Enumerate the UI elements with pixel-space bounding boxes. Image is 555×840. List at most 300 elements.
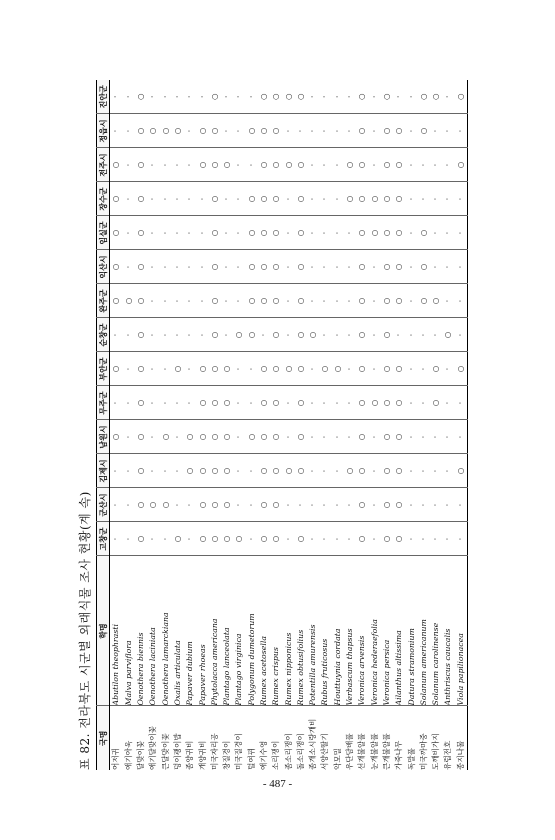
- occurrence-cell: ·: [369, 114, 381, 148]
- occurrence-cell: ○: [319, 352, 331, 386]
- occurrence-cell: ·: [442, 216, 454, 250]
- header-korean-name: 국명: [97, 706, 110, 770]
- occurrence-cell: ·: [332, 216, 344, 250]
- occurrence-cell: ·: [442, 182, 454, 216]
- occurrence-cell: ·: [282, 284, 294, 318]
- occurrence-cell: ○: [110, 250, 123, 284]
- occurrence-cell: ○: [233, 318, 245, 352]
- occurrence-cell: ·: [184, 182, 196, 216]
- occurrence-cell: ○: [282, 454, 294, 488]
- table-body: [110, 80, 468, 770]
- occurrence-cell: ·: [282, 386, 294, 420]
- occurrence-cell: ○: [393, 284, 405, 318]
- occurrence-cell: ○: [356, 386, 368, 420]
- occurrence-cell: ·: [307, 386, 319, 420]
- occurrence-cell: ·: [442, 386, 454, 420]
- occurrence-cell: ·: [233, 488, 245, 522]
- occurrence-cell: ○: [295, 80, 307, 114]
- occurrence-cell: ·: [393, 80, 405, 114]
- occurrence-cell: ·: [221, 318, 233, 352]
- occurrence-cell: ○: [344, 182, 356, 216]
- occurrence-cell: ·: [418, 454, 430, 488]
- korean-name-cell: 애기달맞이꽃: [148, 725, 158, 770]
- scientific-name-cell: Malva parviflora: [123, 556, 135, 706]
- occurrence-cell: ·: [455, 114, 468, 148]
- occurrence-cell: ○: [381, 488, 393, 522]
- occurrence-cell: ○: [246, 318, 258, 352]
- occurrence-cell: ·: [172, 250, 184, 284]
- occurrence-cell: ·: [147, 420, 159, 454]
- occurrence-cell: ·: [344, 250, 356, 284]
- occurrence-cell: ·: [159, 454, 171, 488]
- occurrence-cell: ·: [319, 284, 331, 318]
- header-county: 완주군: [97, 284, 110, 318]
- occurrence-cell: ·: [418, 318, 430, 352]
- header-county: 전주시: [97, 148, 110, 182]
- scientific-name-cell: Plantago lanceolata: [221, 556, 233, 706]
- occurrence-cell: ·: [319, 148, 331, 182]
- table-row: [270, 80, 282, 770]
- occurrence-cell: ·: [418, 488, 430, 522]
- occurrence-cell: ·: [221, 80, 233, 114]
- occurrence-cell: ○: [270, 522, 282, 556]
- occurrence-cell: ○: [258, 80, 270, 114]
- occurrence-cell: ○: [282, 80, 294, 114]
- occurrence-cell: ·: [307, 80, 319, 114]
- occurrence-cell: ·: [233, 284, 245, 318]
- occurrence-cell: ○: [258, 148, 270, 182]
- occurrence-cell: ○: [393, 386, 405, 420]
- table-row: [135, 80, 147, 770]
- occurrence-cell: ·: [295, 488, 307, 522]
- table-row: [282, 80, 294, 770]
- table-row: [430, 80, 442, 770]
- scientific-name-cell: Polygonum dumetorum: [246, 556, 258, 706]
- occurrence-cell: ·: [233, 352, 245, 386]
- scientific-name-cell: Papaver dubium: [184, 556, 196, 706]
- scientific-name-cell: Oenothera lamarckiana: [159, 556, 171, 706]
- occurrence-cell: ·: [418, 148, 430, 182]
- occurrence-cell: ○: [110, 352, 123, 386]
- occurrence-cell: ○: [270, 148, 282, 182]
- occurrence-cell: ·: [147, 352, 159, 386]
- occurrence-cell: ○: [258, 488, 270, 522]
- occurrence-cell: ·: [258, 318, 270, 352]
- occurrence-cell: ·: [123, 216, 135, 250]
- occurrence-cell: ○: [430, 284, 442, 318]
- occurrence-cell: ○: [172, 352, 184, 386]
- occurrence-cell: ·: [332, 386, 344, 420]
- occurrence-cell: ·: [147, 250, 159, 284]
- korean-name-cell: 미국까마중: [418, 733, 428, 770]
- occurrence-cell: ·: [246, 522, 258, 556]
- occurrence-cell: ·: [405, 216, 417, 250]
- occurrence-cell: ○: [221, 148, 233, 182]
- occurrence-cell: ○: [270, 454, 282, 488]
- occurrence-cell: ·: [246, 352, 258, 386]
- occurrence-cell: ·: [123, 148, 135, 182]
- occurrence-cell: ○: [221, 522, 233, 556]
- occurrence-cell: ·: [319, 216, 331, 250]
- table-row: [455, 80, 468, 770]
- scientific-name-cell: Oxalis articulata: [172, 556, 184, 706]
- occurrence-cell: ·: [405, 420, 417, 454]
- header-county: 고창군: [97, 522, 110, 556]
- occurrence-cell: ·: [418, 386, 430, 420]
- occurrence-cell: ○: [344, 454, 356, 488]
- occurrence-cell: ·: [282, 114, 294, 148]
- occurrence-cell: ·: [455, 284, 468, 318]
- occurrence-cell: ○: [110, 420, 123, 454]
- occurrence-cell: ○: [184, 454, 196, 488]
- scientific-name-cell: Rumex nipponicus: [282, 556, 294, 706]
- table-row: [233, 80, 245, 770]
- occurrence-cell: ·: [332, 250, 344, 284]
- occurrence-cell: ○: [455, 352, 468, 386]
- occurrence-cell: ·: [332, 318, 344, 352]
- occurrence-cell: ○: [221, 488, 233, 522]
- occurrence-cell: ·: [123, 454, 135, 488]
- occurrence-cell: ·: [369, 420, 381, 454]
- occurrence-cell: ○: [381, 182, 393, 216]
- occurrence-cell: ·: [307, 352, 319, 386]
- occurrence-cell: ·: [369, 80, 381, 114]
- occurrence-cell: ○: [393, 522, 405, 556]
- occurrence-cell: ·: [332, 522, 344, 556]
- occurrence-cell: ·: [430, 522, 442, 556]
- occurrence-cell: ○: [246, 284, 258, 318]
- occurrence-cell: ·: [246, 454, 258, 488]
- occurrence-cell: ·: [159, 80, 171, 114]
- occurrence-cell: ·: [405, 250, 417, 284]
- occurrence-cell: ○: [455, 80, 468, 114]
- occurrence-cell: ·: [233, 216, 245, 250]
- occurrence-cell: ○: [295, 182, 307, 216]
- occurrence-cell: ·: [430, 114, 442, 148]
- occurrence-cell: ·: [319, 386, 331, 420]
- scientific-name-cell: Rumex obtusifolius: [295, 556, 307, 706]
- scientific-name-cell: Houttuynia cordata: [332, 556, 344, 706]
- occurrence-cell: ·: [221, 114, 233, 148]
- occurrence-cell: ·: [123, 80, 135, 114]
- occurrence-cell: ·: [246, 148, 258, 182]
- occurrence-cell: ○: [381, 318, 393, 352]
- header-county: 장수군: [97, 182, 110, 216]
- korean-name-cell: 독말풀: [406, 747, 416, 770]
- header-scientific-name: 학명: [97, 556, 110, 706]
- scientific-name-cell: Rumex crispus: [270, 556, 282, 706]
- occurrence-cell: ○: [246, 114, 258, 148]
- occurrence-cell: ·: [405, 182, 417, 216]
- occurrence-cell: ·: [332, 80, 344, 114]
- korean-name-cell: 유럽전호: [443, 740, 453, 770]
- occurrence-cell: ·: [110, 80, 123, 114]
- occurrence-cell: ·: [418, 352, 430, 386]
- table-caption: 표 82. 전라북도 시군별 외래식물 조사 현황(계 속): [78, 491, 92, 770]
- occurrence-cell: ○: [356, 284, 368, 318]
- occurrence-cell: ○: [209, 454, 221, 488]
- occurrence-cell: ·: [110, 386, 123, 420]
- occurrence-cell: ○: [295, 148, 307, 182]
- occurrence-cell: ○: [209, 80, 221, 114]
- occurrence-cell: ○: [196, 114, 208, 148]
- korean-name-cell: 악모밀: [332, 747, 342, 770]
- occurrence-cell: ○: [356, 352, 368, 386]
- rotated-table-block: [76, 80, 486, 770]
- occurrence-cell: ·: [184, 488, 196, 522]
- korean-name-cell: 눈개불알풀: [369, 733, 379, 770]
- occurrence-cell: ○: [332, 352, 344, 386]
- occurrence-cell: ○: [369, 216, 381, 250]
- occurrence-cell: ·: [430, 250, 442, 284]
- table-row: [172, 80, 184, 770]
- table-row: [381, 80, 393, 770]
- occurrence-cell: ○: [393, 148, 405, 182]
- occurrence-cell: ○: [430, 352, 442, 386]
- occurrence-cell: ·: [369, 522, 381, 556]
- korean-name-cell: 좀양귀비: [185, 740, 195, 770]
- occurrence-cell: ·: [319, 488, 331, 522]
- occurrence-cell: ·: [159, 250, 171, 284]
- korean-name-cell: 소리쟁이: [271, 740, 281, 770]
- occurrence-cell: ·: [369, 352, 381, 386]
- occurrence-cell: ·: [430, 420, 442, 454]
- korean-name-cell: 돌소리쟁이: [295, 733, 305, 770]
- occurrence-cell: ·: [307, 488, 319, 522]
- korean-name-cell: 창질경이: [222, 740, 232, 770]
- occurrence-cell: ·: [246, 80, 258, 114]
- occurrence-cell: ○: [381, 80, 393, 114]
- occurrence-cell: ·: [319, 80, 331, 114]
- occurrence-cell: ○: [356, 420, 368, 454]
- occurrence-cell: ○: [356, 454, 368, 488]
- occurrence-cell: ·: [184, 284, 196, 318]
- occurrence-cell: ○: [209, 352, 221, 386]
- occurrence-cell: ○: [258, 386, 270, 420]
- occurrence-cell: ·: [196, 284, 208, 318]
- occurrence-cell: ·: [332, 454, 344, 488]
- occurrence-cell: ·: [147, 148, 159, 182]
- scientific-name-cell: Phytolacca americana: [209, 556, 221, 706]
- occurrence-cell: ○: [270, 182, 282, 216]
- table-row: [258, 80, 270, 770]
- occurrence-cell: ·: [405, 488, 417, 522]
- occurrence-cell: ·: [405, 522, 417, 556]
- occurrence-cell: ○: [258, 454, 270, 488]
- occurrence-cell: ○: [430, 386, 442, 420]
- occurrence-cell: ·: [233, 80, 245, 114]
- occurrence-cell: ○: [282, 352, 294, 386]
- occurrence-cell: ○: [209, 250, 221, 284]
- occurrence-cell: ○: [159, 420, 171, 454]
- occurrence-cell: ·: [123, 488, 135, 522]
- occurrence-cell: ·: [405, 80, 417, 114]
- scientific-name-cell: Veronica hederaefolia: [369, 556, 381, 706]
- occurrence-cell: ○: [110, 216, 123, 250]
- occurrence-cell: ·: [172, 216, 184, 250]
- occurrence-cell: ○: [221, 454, 233, 488]
- occurrence-cell: ·: [221, 182, 233, 216]
- occurrence-cell: ·: [369, 488, 381, 522]
- occurrence-cell: ·: [184, 114, 196, 148]
- occurrence-cell: ○: [270, 488, 282, 522]
- occurrence-cell: ·: [246, 488, 258, 522]
- occurrence-cell: ·: [123, 114, 135, 148]
- occurrence-cell: ·: [319, 250, 331, 284]
- occurrence-cell: ·: [455, 182, 468, 216]
- scientific-name-cell: Anthriscus caucalis: [442, 556, 454, 706]
- occurrence-cell: ·: [172, 488, 184, 522]
- table-row: [405, 80, 417, 770]
- occurrence-cell: ·: [442, 80, 454, 114]
- korean-name-cell: 서양산딸기: [320, 733, 330, 770]
- occurrence-cell: ○: [135, 284, 147, 318]
- occurrence-cell: ·: [172, 318, 184, 352]
- occurrence-cell: ·: [110, 114, 123, 148]
- occurrence-cell: ·: [369, 284, 381, 318]
- korean-name-cell: 애기아욱: [123, 740, 133, 770]
- occurrence-cell: ·: [221, 284, 233, 318]
- occurrence-cell: ○: [135, 352, 147, 386]
- occurrence-cell: ○: [246, 216, 258, 250]
- occurrence-cell: ·: [147, 80, 159, 114]
- occurrence-cell: ·: [110, 488, 123, 522]
- occurrence-cell: ○: [110, 182, 123, 216]
- occurrence-cell: ·: [430, 182, 442, 216]
- table-row: [221, 80, 233, 770]
- occurrence-cell: ○: [196, 386, 208, 420]
- occurrence-cell: ·: [369, 250, 381, 284]
- occurrence-cell: ○: [209, 420, 221, 454]
- occurrence-cell: ○: [442, 318, 454, 352]
- occurrence-cell: ·: [172, 386, 184, 420]
- occurrence-cell: ·: [184, 352, 196, 386]
- occurrence-cell: ○: [221, 352, 233, 386]
- korean-name-cell: 달맞이꽃: [136, 740, 146, 770]
- occurrence-cell: ○: [381, 420, 393, 454]
- occurrence-cell: ○: [270, 216, 282, 250]
- occurrence-cell: ·: [393, 318, 405, 352]
- korean-name-cell: 큰달맞이꽃: [160, 733, 170, 770]
- occurrence-cell: ·: [123, 318, 135, 352]
- table-row: [123, 80, 135, 770]
- occurrence-cell: ○: [135, 148, 147, 182]
- korean-name-cell: 종지나물: [455, 740, 465, 770]
- occurrence-cell: ○: [184, 420, 196, 454]
- occurrence-cell: ·: [405, 386, 417, 420]
- occurrence-cell: ○: [135, 250, 147, 284]
- occurrence-cell: ·: [307, 182, 319, 216]
- table-row: [418, 80, 430, 770]
- occurrence-cell: ○: [356, 522, 368, 556]
- occurrence-cell: ·: [455, 250, 468, 284]
- occurrence-cell: ○: [246, 420, 258, 454]
- occurrence-cell: ○: [344, 148, 356, 182]
- occurrence-cell: ·: [430, 148, 442, 182]
- occurrence-cell: ·: [123, 182, 135, 216]
- occurrence-cell: ·: [405, 148, 417, 182]
- occurrence-cell: ○: [221, 386, 233, 420]
- occurrence-cell: ○: [270, 386, 282, 420]
- occurrence-cell: ·: [123, 522, 135, 556]
- occurrence-cell: ○: [196, 352, 208, 386]
- scientific-name-cell: Oenothera laciniata: [147, 556, 159, 706]
- occurrence-cell: ○: [258, 182, 270, 216]
- occurrence-cell: ·: [196, 318, 208, 352]
- occurrence-cell: ○: [209, 148, 221, 182]
- occurrence-cell: ○: [356, 80, 368, 114]
- occurrence-cell: ○: [123, 284, 135, 318]
- occurrence-cell: ○: [258, 420, 270, 454]
- occurrence-cell: ·: [159, 522, 171, 556]
- occurrence-cell: ○: [418, 284, 430, 318]
- table-row: [184, 80, 196, 770]
- occurrence-cell: ○: [233, 522, 245, 556]
- scientific-name-cell: Solanum americanum: [418, 556, 430, 706]
- occurrence-cell: ·: [246, 386, 258, 420]
- occurrence-cell: ○: [209, 488, 221, 522]
- occurrence-cell: ○: [295, 454, 307, 488]
- occurrence-cell: ○: [393, 114, 405, 148]
- occurrence-cell: ·: [332, 182, 344, 216]
- occurrence-cell: ○: [295, 318, 307, 352]
- occurrence-cell: ○: [418, 216, 430, 250]
- occurrence-cell: ·: [442, 522, 454, 556]
- occurrence-cell: ○: [393, 488, 405, 522]
- occurrence-cell: ○: [135, 182, 147, 216]
- occurrence-cell: ·: [369, 148, 381, 182]
- occurrence-cell: ○: [430, 80, 442, 114]
- occurrence-cell: ·: [184, 148, 196, 182]
- occurrence-cell: ○: [135, 318, 147, 352]
- scientific-name-cell: Veronica arvensis: [356, 556, 368, 706]
- occurrence-cell: ○: [258, 114, 270, 148]
- header-county: 정읍시: [97, 114, 110, 148]
- occurrence-cell: ·: [442, 352, 454, 386]
- occurrence-cell: ·: [369, 454, 381, 488]
- table-row: [159, 80, 171, 770]
- korean-name-cell: 도깨비가지: [431, 733, 441, 770]
- header-county: 부안군: [97, 352, 110, 386]
- header-county: 무주군: [97, 386, 110, 420]
- occurrence-cell: ·: [405, 454, 417, 488]
- scientific-name-cell: Rubus fruticosus: [319, 556, 331, 706]
- occurrence-cell: ·: [123, 352, 135, 386]
- occurrence-cell: ○: [172, 522, 184, 556]
- occurrence-cell: ○: [356, 114, 368, 148]
- occurrence-cell: ·: [282, 216, 294, 250]
- occurrence-cell: ·: [344, 386, 356, 420]
- occurrence-cell: ·: [233, 182, 245, 216]
- occurrence-cell: ○: [393, 420, 405, 454]
- header-county: 순창군: [97, 318, 110, 352]
- occurrence-cell: ○: [258, 250, 270, 284]
- occurrence-cell: ·: [295, 114, 307, 148]
- occurrence-cell: ○: [381, 386, 393, 420]
- scientific-name-cell: Solanum carolinense: [430, 556, 442, 706]
- occurrence-cell: ·: [159, 318, 171, 352]
- occurrence-cell: ·: [172, 80, 184, 114]
- occurrence-cell: ·: [442, 250, 454, 284]
- header-county: 임실군: [97, 216, 110, 250]
- occurrence-cell: ·: [442, 454, 454, 488]
- occurrence-cell: ·: [332, 420, 344, 454]
- occurrence-cell: ○: [307, 318, 319, 352]
- occurrence-cell: ·: [159, 386, 171, 420]
- korean-name-cell: 우단담배풀: [345, 733, 355, 770]
- occurrence-cell: ·: [233, 420, 245, 454]
- occurrence-cell: ○: [110, 284, 123, 318]
